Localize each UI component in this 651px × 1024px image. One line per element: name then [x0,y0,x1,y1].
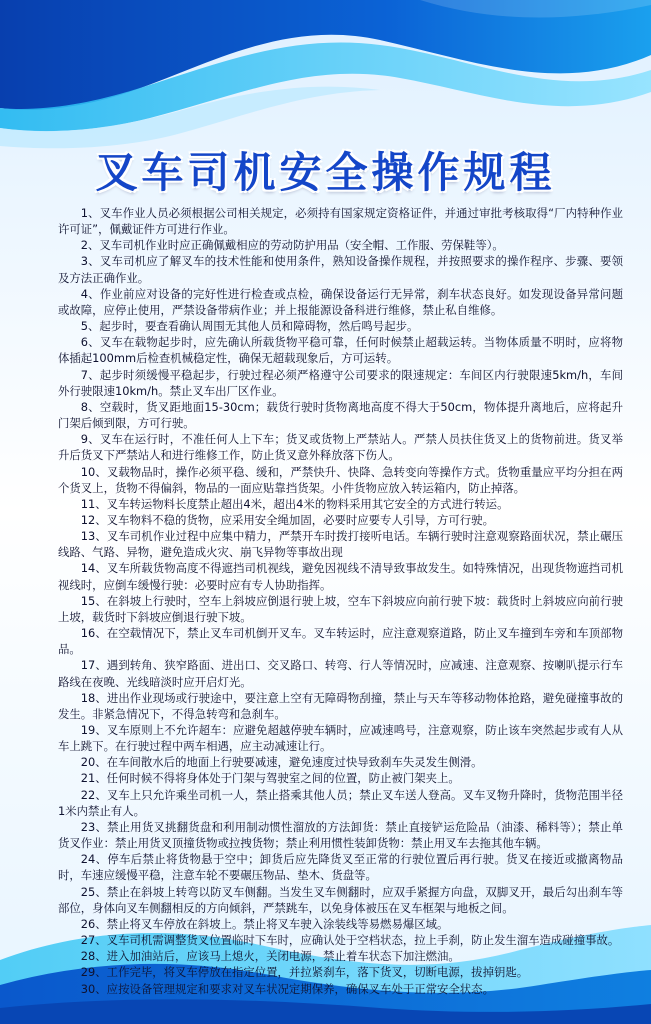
rule-item: 4、作业前应对设备的完好性进行检查或点检，确保设备运行无异常，刹车状态良好。如发现设备异常问题或故障，应停止使用，严禁设备带病作业；并上报能源设备科进行维修，禁止私自维修。 [58,286,623,317]
rule-item: 30、应按设备管理规定和要求对叉车状况定期保养，确保叉车处于正常安全状态。 [80,981,494,996]
rule-item: 22、叉车上只允许乘坐司机一人，禁止搭乘其他人员；禁止叉车送人登高。叉车叉物升降时，货物范围半径1米内禁止有人。 [58,787,623,818]
rule-item: 13、叉车司机作业过程中应集中精力，严禁开车时拨打接听电话。车辆行驶时注意观察路面状况，禁止碾压线路、气路、异物，避免造成火灾、崩飞异物等事故出现 [58,529,623,560]
rule-item: 21、任何时候不得将身体处于门架与驾驶室之间的位置，防止被门架夹上。 [80,771,460,786]
rule-item: 9、叉车在运行时，不准任何人上下车；货叉或货物上严禁站人。严禁人员扶住货叉上的货物前进。货叉举升后货叉下严禁站人和进行维修工作，防止货叉意外释放落下伤人。 [58,432,623,463]
rule-item: 17、遇到转角、狭窄路面、进出口、交叉路口、转弯、行人等情况时，应减速、注意观察、按喇叭提示行车路线在夜晚、光线暗淡时应开启灯光。 [58,658,623,689]
rule-item: 28、进入加油站后，应该马上熄火，关闭电源，禁止着车状态下加注燃油。 [80,949,460,964]
rule-item: 27、叉车司机需调整货叉位置临时下车时，应确认处于空档状态，拉上手刹，防止发生溜车造成碰撞事故。 [80,933,620,948]
rule-item: 19、叉车原则上不允许超车：应避免超越停驶车辆时，应减速鸣号，注意观察，防止该车突然起步或有人从车上跳下。在行驶过程中两车相遇，应主动减速让行。 [58,723,623,754]
rule-item: 24、停车后禁止将货物悬于空中；卸货后应先降货叉至正常的行驶位置后再行驶。货叉在接近或撤离物品时，车速应缓慢平稳，注意车轮不要碾压物品、垫木、货盘等。 [58,852,623,883]
rules-list [58,205,623,997]
rule-item: 1、叉车作业人员必须根据公司相关规定，必须持有国家规定资格证件，并通过审批考核取得“厂内特种作业许可证”，佩戴证件方可进行作业。 [58,206,623,237]
rule-item: 29、工作完毕，将叉车停放在指定位置，并拉紧刹车，落下货叉，切断电源，拔掉钥匙。 [80,965,529,980]
rule-item: 14、叉车所载货物高度不得遮挡司机视线，避免因视线不清导致事故发生。如特殊情况，出现货物遮挡司机视线时，应倒车缓慢行驶：必要时应有专人协助指挥。 [58,561,623,592]
rule-item: 18、进出作业现场或行驶途中，要注意上空有无障碍物刮撞，禁止与天车等移动物体抢路，避免碰撞事故的发生。非紧急情况下，不得急转弯和急刹车。 [58,690,623,721]
rule-item: 16、在空载情况下，禁止叉车司机倒开叉车。叉车转运时，应注意观察道路，防止叉车撞到车旁和车顶部物品。 [58,626,623,657]
page-title: 叉车司机安全操作规程 [95,148,556,197]
rule-item: 23、禁止用货叉挑翻货盘和利用制动惯性溜放的方法卸货：禁止直接铲运危险品（油漆、稀料等）；禁止单货叉作业：禁止用货叉顶撞货物或拉拽货物；禁止利用惯性装卸货物：禁止用叉车去拖其他车辆。 [58,819,623,851]
rule-item: 3、叉车司机应了解叉车的技术性能和使用条件，熟知设备操作规程，并按照要求的操作程序、步骤、要领及方法正确作业。 [58,254,623,285]
rule-item: 2、叉车司机作业时应正确佩戴相应的劳动防护用品（安全帽、工作服、劳保鞋等）。 [80,238,504,253]
rule-item: 26、禁止将叉车停放在斜坡上。禁止将叉车驶入涂装线等易燃易爆区域。 [80,916,449,931]
rule-item: 12、叉车物料不稳的货物，应采用安全绳加固，必要时应要专人引导，方可行驶。 [80,512,494,527]
rule-item: 8、空载时，货叉距地面15-30cm；载货行驶时货物离地高度不得大于50cm，物体提升离地后，应将起升门架后倾到限，方可行驶。 [58,399,623,431]
rule-item: 25、禁止在斜坡上转弯以防叉车侧翻。当发生叉车侧翻时，应双手紧握方向盘，双脚叉开，最后勾出刹车等部位，身体向叉车侧翻相反的方向倾斜，严禁跳车，以免身体被压在叉车框架与地板之间。 [58,884,623,915]
rule-item: 6、叉车在载物起步时，应先确认所载货物平稳可靠，任何时候禁止超载运转。当物体质量不明时，应将物体插起100mm后检查机械稳定性，确保无超载现象后，方可运转。 [58,335,623,366]
rule-item: 20、在车间散水后的地面上行驶要减速，避免速度过快导致刹车失灵发生侧滑。 [80,755,483,770]
rule-item: 5、起步时，要查看确认周围无其他人员和障碍物，然后鸣号起步。 [80,319,419,334]
rule-item: 15、在斜坡上行驶时，空车上斜坡应倒退行驶上坡，空车下斜坡应向前行驶下坡：载货时上斜坡应向前行驶上坡，载货时下斜坡应倒退行驶下坡。 [58,593,623,624]
rule-item: 7、起步时须缓慢平稳起步，行驶过程必须严格遵守公司要求的限速规定：车间区内行驶限速5km/h，车间外行驶限速10km/h。禁止叉车出厂区作业。 [58,367,623,398]
rule-item: 10、叉载物品时，操作必须平稳、缓和，严禁快升、快降、急转变向等操作方式。货物重量应平均分担在两个货叉上，货物不得偏斜，物品的一面应贴靠挡货架。小件货物应放入转运箱内，防止掉落。 [58,464,623,495]
rule-item: 11、叉车转运物料长度禁止超出4米，超出4米的物料采用其它安全的方式进行转运。 [80,496,509,511]
